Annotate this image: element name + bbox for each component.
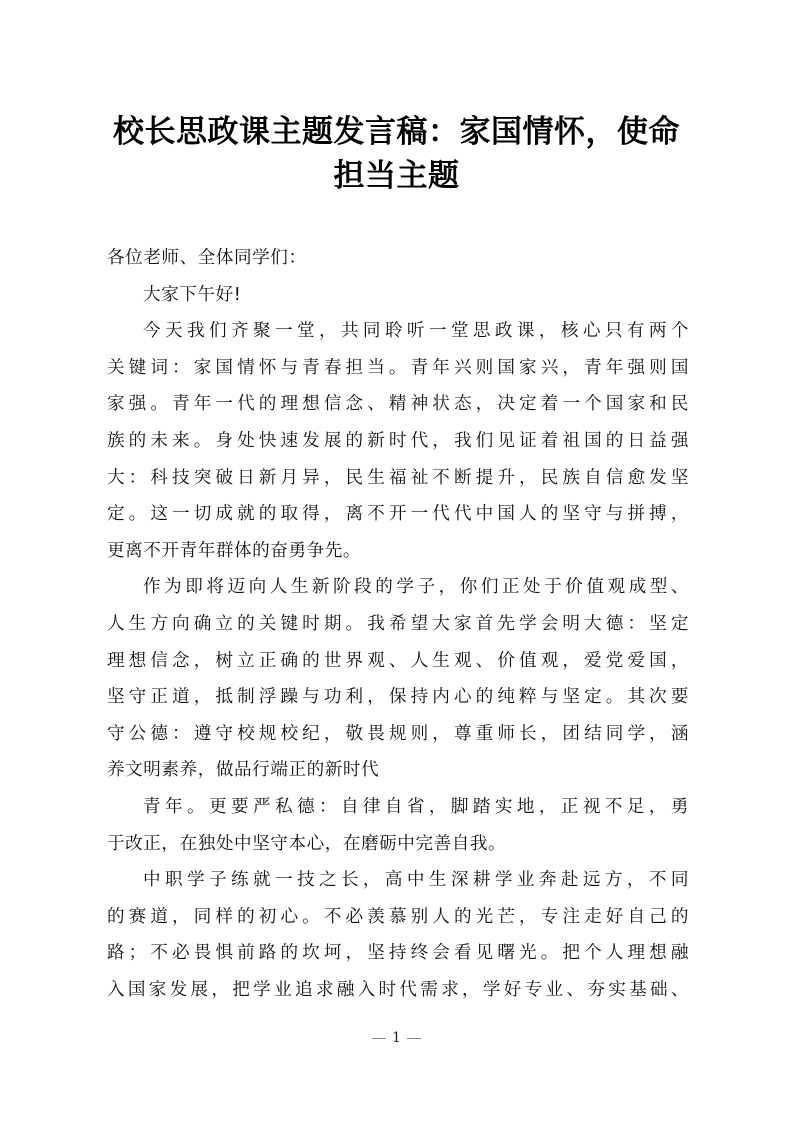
footer-dash-left xyxy=(372,1038,386,1039)
text-line: 大家下午好! xyxy=(143,284,242,305)
document-body xyxy=(107,240,689,1008)
text-line: 定。这一切成就的取得，离不开一代代中国人的坚守与拼搏， xyxy=(107,504,689,525)
text-line: 的赛道，同样的初心。不必羡慕别人的光芒，专注走好自己的 xyxy=(107,906,689,927)
text-line: 更离不开青年群体的奋勇争先。 xyxy=(107,540,362,561)
text-line: 家强。青年一代的理想信念、精神状态，决定着一个国家和民 xyxy=(107,394,689,415)
text-line: 入国家发展，把学业追求融入时代需求，学好专业、夯实基础、 xyxy=(107,979,689,1000)
footer-dash-right xyxy=(407,1038,421,1039)
text-line: 大：科技突破日新月异，民生福祉不断提升，民族自信愈发坚 xyxy=(107,467,689,488)
title-line-1: 校长思政课主题发言稿：家国情怀，使命 xyxy=(113,114,680,150)
text-line: 关键词：家国情怀与青春担当。青年兴则国家兴，青年强则国 xyxy=(107,357,689,378)
text-line: 养文明素养，做品行端正的新时代 xyxy=(107,760,380,781)
text-line: 路；不必畏惧前路的坎坷，坚持终会看见曙光。把个人理想融 xyxy=(107,943,689,964)
text-line: 理想信念，树立正确的世界观、人生观、价值观，爱党爱国， xyxy=(107,650,689,671)
text-line: 守公德：遵守校规校纪，敬畏规则，尊重师长，团结同学，涵 xyxy=(107,723,689,744)
text-line: 今天我们齐聚一堂，共同聆听一堂思政课，核心只有两个 xyxy=(143,321,689,342)
title-line-2: 担当主题 xyxy=(333,158,460,194)
text-line: 青年。更要严私德：自律自省，脚踏实地，正视不足，勇 xyxy=(143,796,689,817)
text-line: 中职学子练就一技之长，高中生深耕学业奔赴远方，不同 xyxy=(143,870,689,891)
text-line: 人生方向确立的关键时期。我希望大家首先学会明大德：坚定 xyxy=(107,613,689,634)
text-line: 各位老师、全体同学们： xyxy=(107,248,307,268)
document-title xyxy=(90,110,703,198)
page-number: 1 xyxy=(392,1030,401,1046)
page-footer xyxy=(0,1030,793,1046)
text-line: 于改正，在独处中坚守本心，在磨砺中完善自我。 xyxy=(107,833,507,854)
text-line: 作为即将迈向人生新阶段的学子，你们正处于价值观成型、 xyxy=(143,577,689,598)
text-line: 坚守正道，抵制浮躁与功利，保持内心的纯粹与坚定。其次要 xyxy=(107,687,689,708)
text-line: 族的未来。身处快速发展的新时代，我们见证着祖国的日益强 xyxy=(107,430,689,451)
